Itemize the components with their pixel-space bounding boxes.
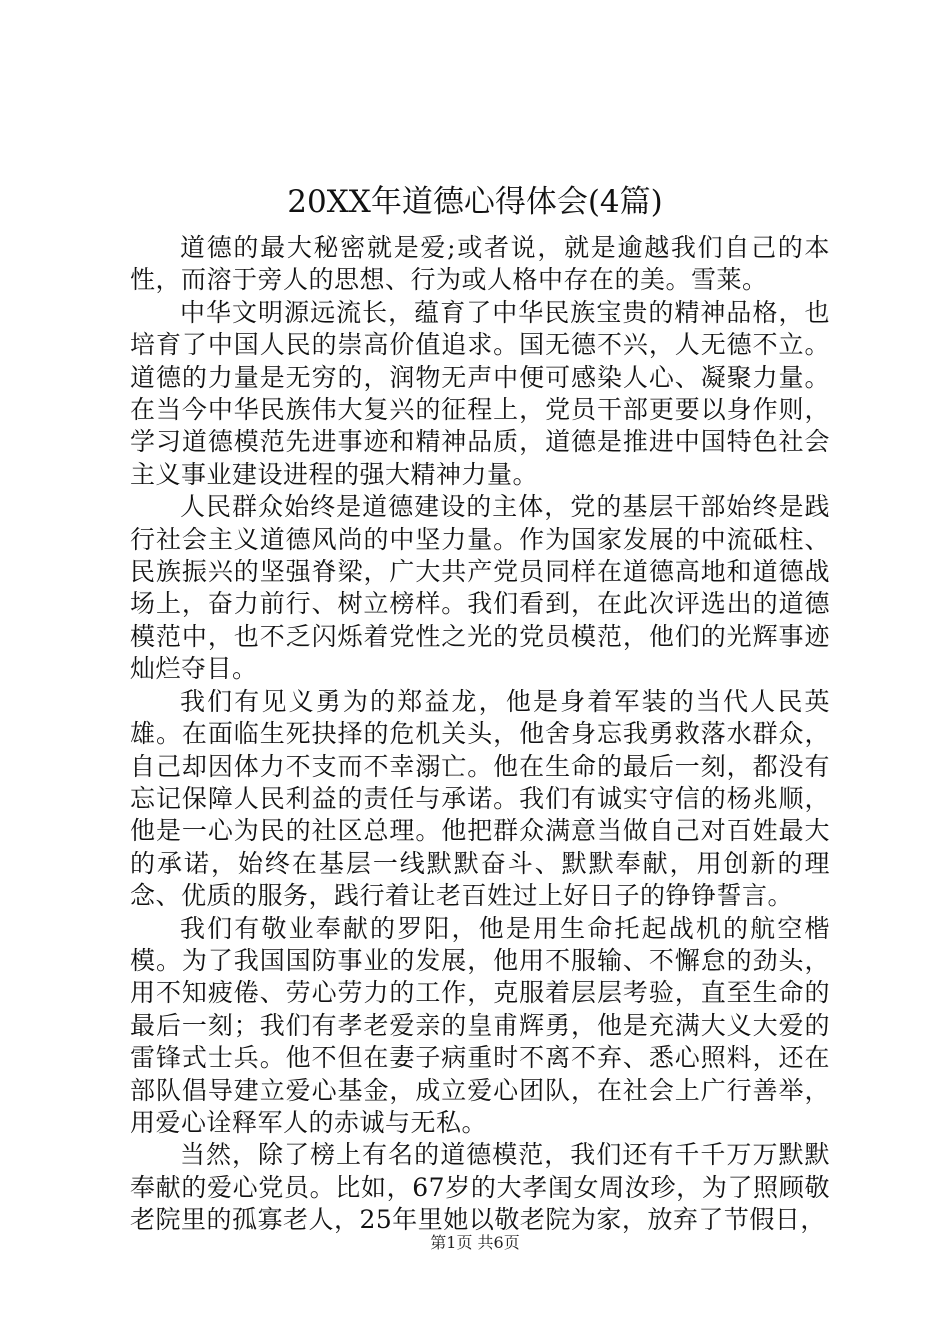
paragraph: 人民群众始终是道德建设的主体，党的基层干部始终是践行社会主义道德风尚的中坚力量。作为国家发展的中流砥柱、民族振兴的坚强脊梁，广大共产党员同样在道德高地和道德战场上，奋力前行、树立榜样。我们看到，在此次评选出的道德模范中，也不乏闪烁着党性之光的党员模范，他们的光辉事迹灿烂夺目。 [130,492,830,684]
paragraph: 我们有见义勇为的郑益龙，他是身着军装的当代人民英雄。在面临生死抉择的危机关头，他舍身忘我勇救落水群众，自己却因体力不支而不幸溺亡。他在生命的最后一刻，都没有忘记保障人民利益的责任与承诺。我们有诚实守信的杨兆顺，他是一心为民的社区总理。他把群众满意当做自己对百姓最大的承诺，始终在基层一线默默奋斗、默默奉献，用创新的理念、优质的服务，践行着让老百姓过上好日子的铮铮誓言。 [130,686,830,911]
paragraph: 道德的最大秘密就是爱;或者说，就是逾越我们自己的本性，而溶于旁人的思想、行为或人格中存在的美。雪莱。 [130,233,830,295]
document-body [130,232,830,1237]
paragraph: 当然，除了榜上有名的道德模范，我们还有千千万万默默奉献的爱心党员。比如，67岁的大孝闺女周汝珍，为了照顾敬老院里的孤寡老人，25年里她以敬老院为家，放弃了节假日， [130,1140,830,1235]
paragraph: 我们有敬业奉献的罗阳，他是用生命托起战机的航空楷模。为了我国国防事业的发展，他用不服输、不懈怠的劲头，用不知疲倦、劳心劳力的工作，克服着层层考验，直至生命的最后一刻；我们有孝老爱亲的皇甫辉勇，他是充满大义大爱的雷锋式士兵。他不但在妻子病重时不离不弃、悉心照料，还在部队倡导建立爱心基金，成立爱心团队，在社会上广行善举，用爱心诠释军人的赤诚与无私。 [130,913,830,1137]
paragraph: 中华文明源远流长，蕴育了中华民族宝贵的精神品格，也培育了中国人民的崇高价值追求。国无德不兴，人无德不立。道德的力量是无穷的，润物无声中便可感染人心、凝聚力量。在当今中华民族伟大复兴的征程上，党员干部更要以身作则，学习道德模范先进事迹和精神品质，道德是推进中国特色社会主义事业建设进程的强大精神力量。 [130,297,830,489]
document-title: 20XX年道德心得体会(4篇) [287,184,663,220]
page-footer: 第1页 共6页 [430,1233,520,1252]
